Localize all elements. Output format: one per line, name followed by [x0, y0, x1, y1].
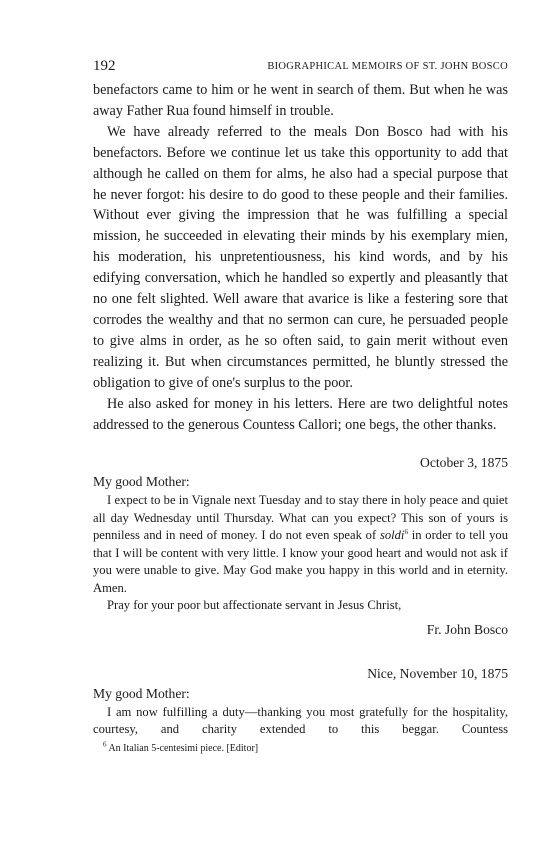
footnote [93, 740, 508, 754]
letter-text: in order to tell you that I will be content with very little. I know your good heart and would not ask if you were unable to give. May God make you happy in this world and in eternity. Amen. [93, 528, 508, 595]
footnote-ref: 6 [404, 528, 408, 537]
body-text [93, 80, 508, 435]
letter-salutation: My good Mother: [93, 685, 190, 701]
page-number: 192 [93, 58, 116, 74]
footnote-marker: 6 [103, 740, 107, 749]
letter-salutation: My good Mother: [93, 474, 190, 490]
letter-body [93, 704, 508, 739]
letter-paragraph [93, 492, 508, 597]
footnote-text: An Italian 5-centesimi piece. [Editor] [108, 742, 259, 754]
page [93, 58, 508, 754]
paragraph: benefactors came to him or he went in search of them. But when he was away Father Rua found himself in trouble. [93, 82, 508, 119]
letter-date: Nice, November 10, 1875 [367, 665, 508, 681]
letter-text: I expect to be in Vignale next Tuesday and to stay there in holy peace and quiet all day Wednesday until Thursday. What can you expect? This son of yours is penniless and in need of money. I do not even speak of [93, 493, 508, 543]
running-title: BIOGRAPHICAL MEMOIRS OF ST. JOHN BOSCO [267, 61, 508, 72]
letter-signature: Fr. John Bosco [426, 621, 508, 637]
letter-body [93, 492, 508, 615]
italic-term: soldi [379, 528, 405, 543]
paragraph: We have already referred to the meals Don Bosco had with his benefactors. Before we continue let us take this opportunity to add that although he called on them for alms, he also had a special purpose that he never forgot: his desire to do good to these people and their families. Without ever giving the impression that he was fulfilling a special mission, he succeeded in elevating their minds by his exemplary mien, his moderation, his unpretentiousness, his kind words, and by his edifying conversation, which he handled so expertly and pleasantly that no one felt slighted. Well aware that avarice is like a festering sore that corrodes the wealthy and that no sermon can cure, he persuaded people to give alms in order, as he so often said, to gain merit without even realizing it. But when circumstances permitted, he bluntly stressed the obligation to give of one's surplus to the poor. [93, 123, 508, 391]
letter-closing: Pray for your poor but affectionate servant in Jesus Christ, [107, 598, 402, 613]
letter-paragraph: I am now fulfilling a duty—thanking you most gratefully for the hospitality, courtesy, and charity extended to this beggar. Countess [93, 704, 508, 737]
letter-date: October 3, 1875 [420, 455, 508, 471]
running-head [93, 58, 508, 80]
paragraph: He also asked for money in his letters. Here are two delightful notes addressed to the generous Countess Callori; one begs, the other thanks. [93, 395, 508, 433]
